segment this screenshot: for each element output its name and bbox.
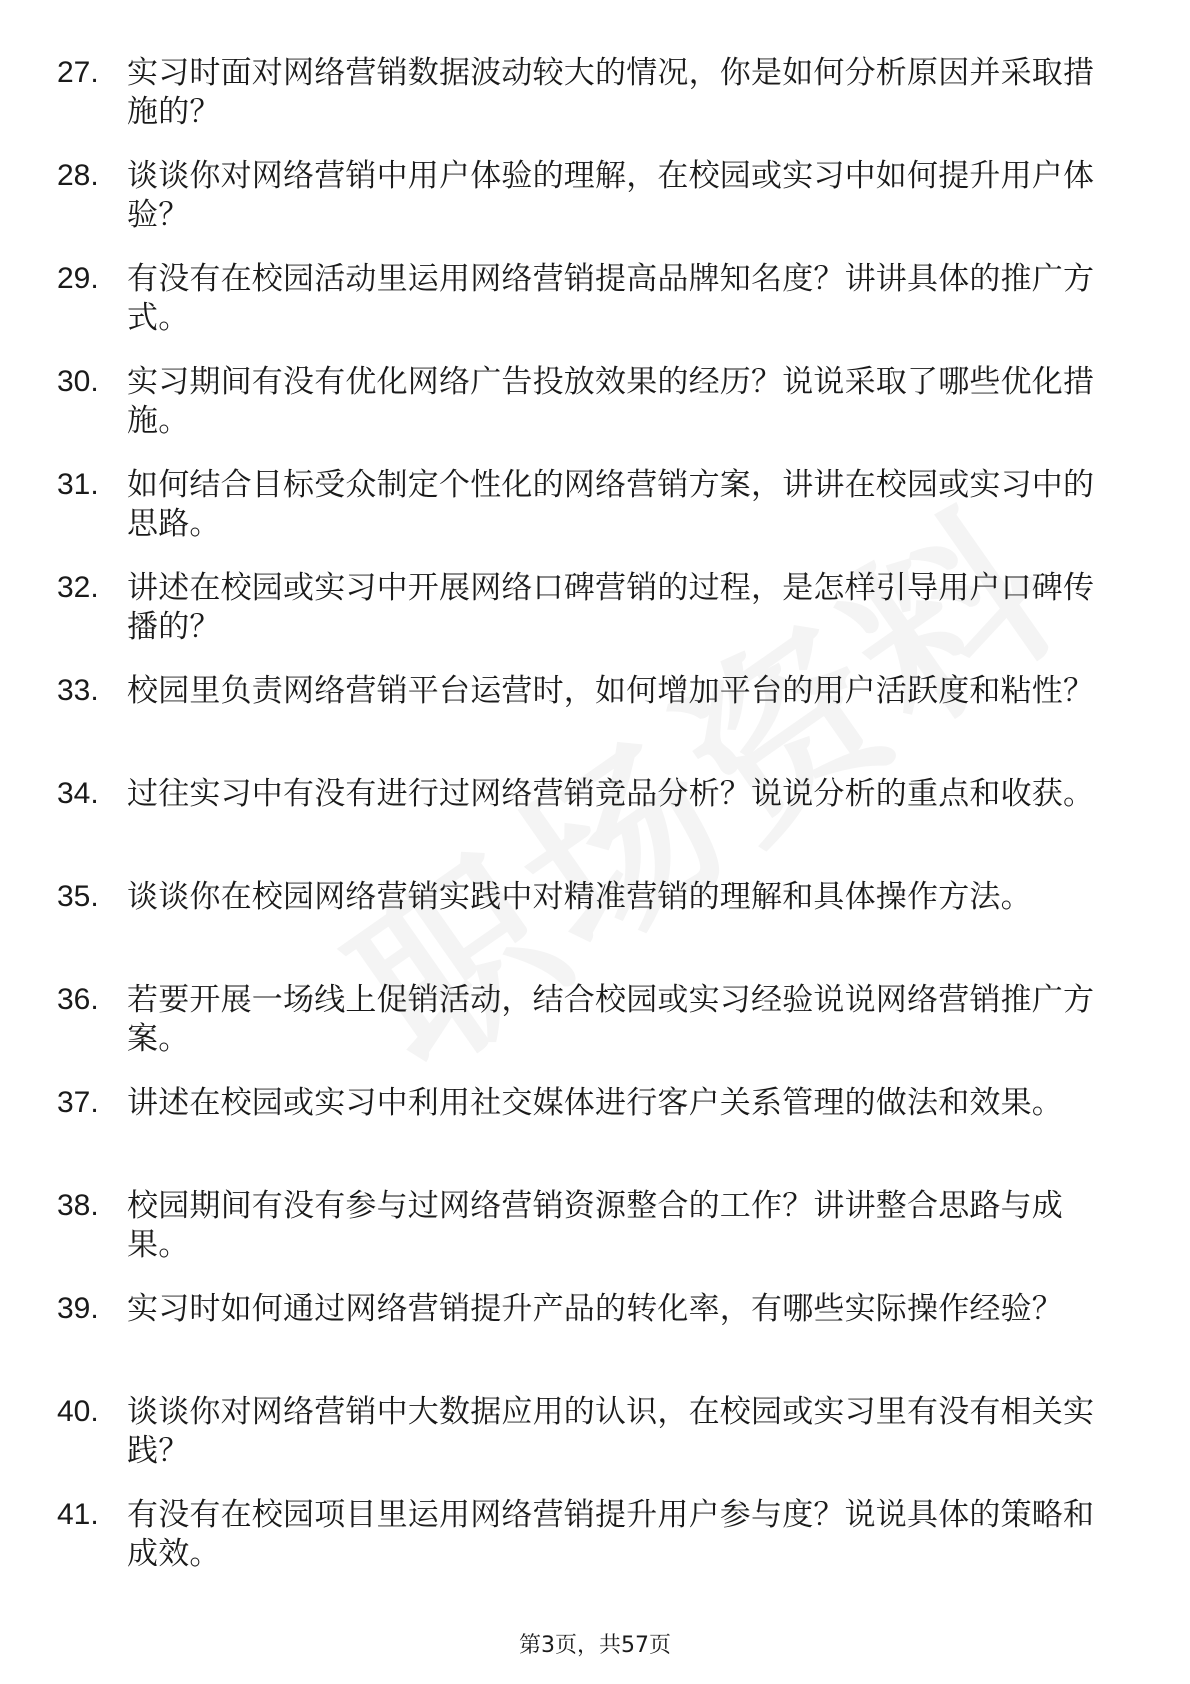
question-item [57,157,1117,260]
question-item [57,1393,1117,1496]
question-number: 31. [57,468,99,501]
question-item [57,1290,1117,1393]
question-item [57,775,1117,878]
question-text: 实习期间有没有优化网络广告投放效果的经历？说说采取了哪些优化措施。 [127,364,1095,439]
question-text: 谈谈你在校园网络营销实践中对精准营销的理解和具体操作方法。 [127,879,1032,915]
question-number: 36. [57,983,99,1016]
question-item [57,1187,1117,1290]
question-item [57,54,1117,157]
question-number: 37. [57,1086,99,1119]
question-item [57,1084,1117,1187]
question-text: 校园里负责网络营销平台运营时，如何增加平台的用户活跃度和粘性？ [127,673,1095,709]
question-text: 校园期间有没有参与过网络营销资源整合的工作？讲讲整合思路与成果。 [127,1188,1063,1263]
question-text: 谈谈你对网络营销中大数据应用的认识，在校园或实习里有没有相关实践？ [127,1394,1095,1469]
question-text: 若要开展一场线上促销活动，结合校园或实习经验说说网络营销推广方案。 [127,982,1095,1057]
question-text: 讲述在校园或实习中开展网络口碑营销的过程，是怎样引导用户口碑传播的？ [127,570,1095,645]
page-footer: 第3页，共57页 [519,1633,671,1658]
question-number: 38. [57,1189,99,1222]
question-number: 27. [57,56,99,89]
question-item [57,569,1117,672]
question-item [57,981,1117,1084]
question-number: 40. [57,1395,99,1428]
question-text: 有没有在校园项目里运用网络营销提升用户参与度？说说具体的策略和成效。 [127,1497,1095,1572]
question-number: 29. [57,262,99,295]
question-number: 28. [57,159,99,192]
question-item [57,672,1117,775]
question-number: 33. [57,674,99,707]
question-text: 实习时如何通过网络营销提升产品的转化率，有哪些实际操作经验？ [127,1291,1063,1327]
question-text: 谈谈你对网络营销中用户体验的理解，在校园或实习中如何提升用户体验？ [127,158,1095,233]
question-item [57,1496,1117,1599]
question-item [57,878,1117,981]
question-text: 讲述在校园或实习中利用社交媒体进行客户关系管理的做法和效果。 [127,1085,1063,1121]
question-item [57,466,1117,569]
question-number: 35. [57,880,99,913]
question-text: 实习时面对网络营销数据波动较大的情况，你是如何分析原因并采取措施的？ [127,55,1095,130]
question-number: 30. [57,365,99,398]
question-number: 41. [57,1498,99,1531]
question-text: 有没有在校园活动里运用网络营销提高品牌知名度？讲讲具体的推广方式。 [127,261,1095,336]
question-list [57,54,1117,1599]
question-item [57,260,1117,363]
question-item [57,363,1117,466]
question-text: 过往实习中有没有进行过网络营销竞品分析？说说分析的重点和收获。 [127,776,1095,812]
question-number: 32. [57,571,99,604]
question-number: 39. [57,1292,99,1325]
question-text: 如何结合目标受众制定个性化的网络营销方案，讲讲在校园或实习中的思路。 [127,467,1095,542]
question-number: 34. [57,777,99,810]
